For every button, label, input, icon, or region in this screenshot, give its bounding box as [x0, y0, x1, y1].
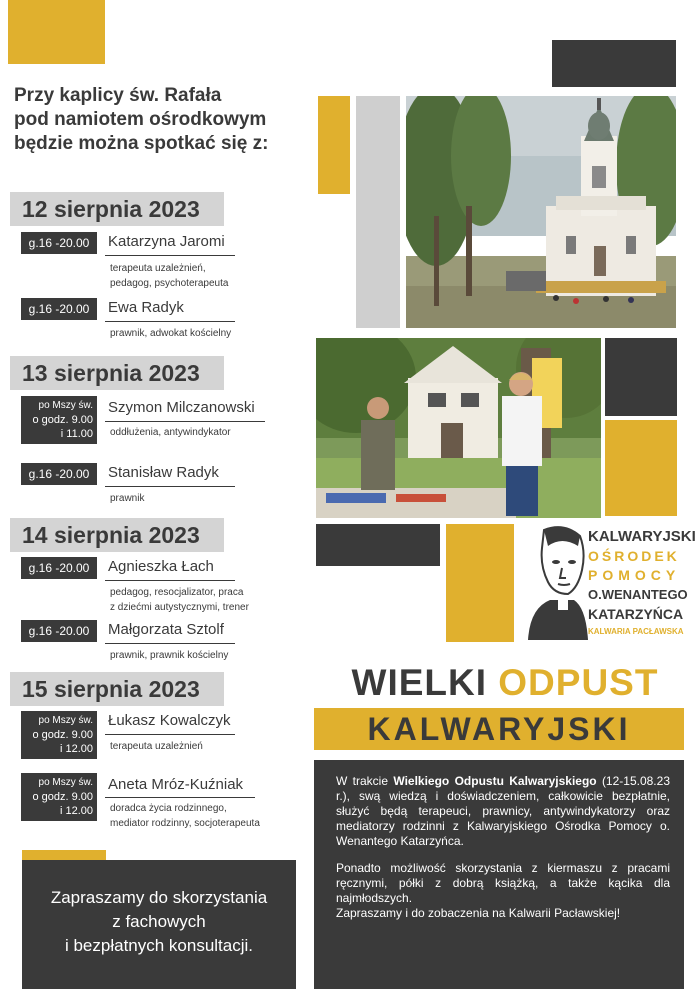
time-box [21, 711, 97, 759]
date-label: 14 sierpnia 2023 [22, 522, 200, 548]
date-bar-day-3 [10, 518, 224, 552]
deco-dark-low [316, 524, 440, 566]
desc-line: z dziećmi autystycznymi, trener [110, 602, 249, 613]
time-box: g.16 -20.00 [21, 620, 97, 642]
info-paragraph-2: Ponadto możliwość skorzystania z kiermaszu z pracami ręcznymi, półki z dobrą książką, a także kącika dla najmłodszych. [336, 861, 670, 905]
time-line: o godz. 9.00 [32, 414, 93, 426]
time-line: po Mszy św. [38, 400, 93, 411]
name-underline [105, 321, 235, 322]
time-line: o godz. 9.00 [32, 791, 93, 803]
headline-line-2: pod namiotem ośrodkowym [14, 109, 267, 130]
info-box [314, 760, 684, 989]
info-p1-bold: Wielkiego Odpustu Kalwaryjskiego [393, 774, 597, 788]
deco-gray-strip [356, 96, 400, 328]
name-underline [105, 734, 235, 735]
name-underline [105, 486, 235, 487]
desc-line: doradca życia rodzinnego, [110, 803, 227, 814]
name-underline [105, 421, 265, 422]
person-desc [110, 425, 290, 440]
person-desc [110, 739, 290, 754]
person-desc [110, 261, 290, 291]
time-line: i 11.00 [60, 428, 93, 440]
info-paragraph-1 [336, 774, 670, 849]
person-desc [110, 648, 290, 663]
deco-yellow-right-mid [605, 420, 677, 516]
deco-dark-right-mid [605, 338, 677, 416]
person-desc [110, 585, 290, 615]
deco-yellow-top-left [8, 0, 105, 64]
headline [14, 84, 314, 156]
invitation-box [22, 860, 296, 989]
headline-line-3: będzie można spotkać się z: [14, 133, 269, 154]
deco-yellow-low [446, 524, 514, 642]
person-name: Ewa Radyk [108, 299, 184, 316]
time-box: g.16 -20.00 [21, 557, 97, 579]
person-name: Łukasz Kowalczyk [108, 712, 231, 729]
logo-line-5: KATARZYŃCA [588, 606, 684, 622]
name-underline [105, 643, 235, 644]
time-line: po Mszy św. [38, 715, 93, 726]
logo-line-1: KALWARYJSKI [588, 528, 696, 545]
person-name: Małgorzata Sztolf [108, 621, 224, 638]
time-box: g.16 -20.00 [21, 463, 97, 485]
logo-line-2: OŚRODEK [588, 548, 680, 564]
desc-line: oddłużenia, antywindykator [110, 427, 231, 438]
time-box [21, 396, 97, 444]
date-bar-day-2 [10, 356, 224, 390]
person-desc [110, 801, 290, 831]
desc-line: pedagog, resocjalizator, praca [110, 587, 244, 598]
name-underline [105, 580, 235, 581]
priest-portrait-logo [524, 522, 588, 640]
name-underline [105, 255, 235, 256]
time-box [21, 773, 97, 821]
date-label: 13 sierpnia 2023 [22, 360, 200, 386]
desc-line: terapeuta uzależnień, [110, 263, 206, 274]
desc-line: prawnik, adwokat kościelny [110, 328, 232, 339]
title-line-2: KALWARYJSKI [314, 708, 684, 750]
person-name: Aneta Mróz-Kuźniak [108, 776, 244, 793]
person-name: Agnieszka Łach [108, 558, 214, 575]
name-underline [105, 797, 255, 798]
time-box: g.16 -20.00 [21, 298, 97, 320]
person-name: Szymon Milczanowski [108, 399, 255, 416]
desc-line: mediator rodzinny, socjoterapeuta [110, 818, 260, 829]
logo-line-6: KALWARIA PACŁAWSKA [588, 627, 684, 636]
desc-line: terapeuta uzależnień [110, 741, 203, 752]
invitation-line-3: i bezpłatnych konsultacji. [64, 936, 254, 955]
info-p1-pre: W trakcie [336, 774, 394, 788]
invitation-line-1: Zapraszamy do skorzystania [50, 888, 268, 907]
date-bar-day-1 [10, 192, 224, 226]
invitation-line-2: z fachowych [112, 912, 206, 931]
person-name: Katarzyna Jaromi [108, 233, 225, 250]
time-line: po Mszy św. [38, 777, 93, 788]
date-label: 12 sierpnia 2023 [22, 196, 200, 222]
person-name: Stanisław Radyk [108, 464, 219, 481]
date-label: 15 sierpnia 2023 [22, 676, 200, 702]
info-paragraph-3: Zapraszamy i do zobaczenia na Kalwarii Pacławskiej! [336, 906, 621, 920]
logo-line-3: POMOCY [588, 567, 681, 583]
time-line: o godz. 9.00 [32, 729, 93, 741]
title-line-1 [322, 662, 688, 704]
info-p1-post: (12-15.08.23 r.), swą wiedzą i doświadczeniem, całkowicie bezpłatnie, służyć będą terapeuci, prawnicy, antywindykatorzy oraz mediatorzy rodzinni z Kalwaryjskiego Ośrodka Pomocy o. Wenantego Katarzyńca. [336, 774, 670, 848]
church-photo [406, 96, 676, 328]
person-desc [110, 326, 290, 341]
logo-line-4: O.WENANTEGO [588, 587, 688, 602]
title-word-wielki: WIELKI [351, 662, 487, 703]
title-word-odpust: ODPUST [498, 662, 659, 703]
desc-line: prawnik [110, 493, 145, 504]
desc-line: prawnik, prawnik kościelny [110, 650, 229, 661]
headline-line-1: Przy kaplicy św. Rafała [14, 85, 222, 106]
date-bar-day-4 [10, 672, 224, 706]
person-desc [110, 491, 290, 506]
time-line: i 12.00 [59, 743, 93, 755]
deco-yellow-left-strip [318, 96, 350, 194]
time-line: i 12.00 [59, 805, 93, 817]
time-box: g.16 -20.00 [21, 232, 97, 254]
desc-line: pedagog, psychoterapeuta [110, 278, 229, 289]
volunteers-photo [316, 338, 601, 518]
deco-dark-top-right [552, 40, 676, 87]
